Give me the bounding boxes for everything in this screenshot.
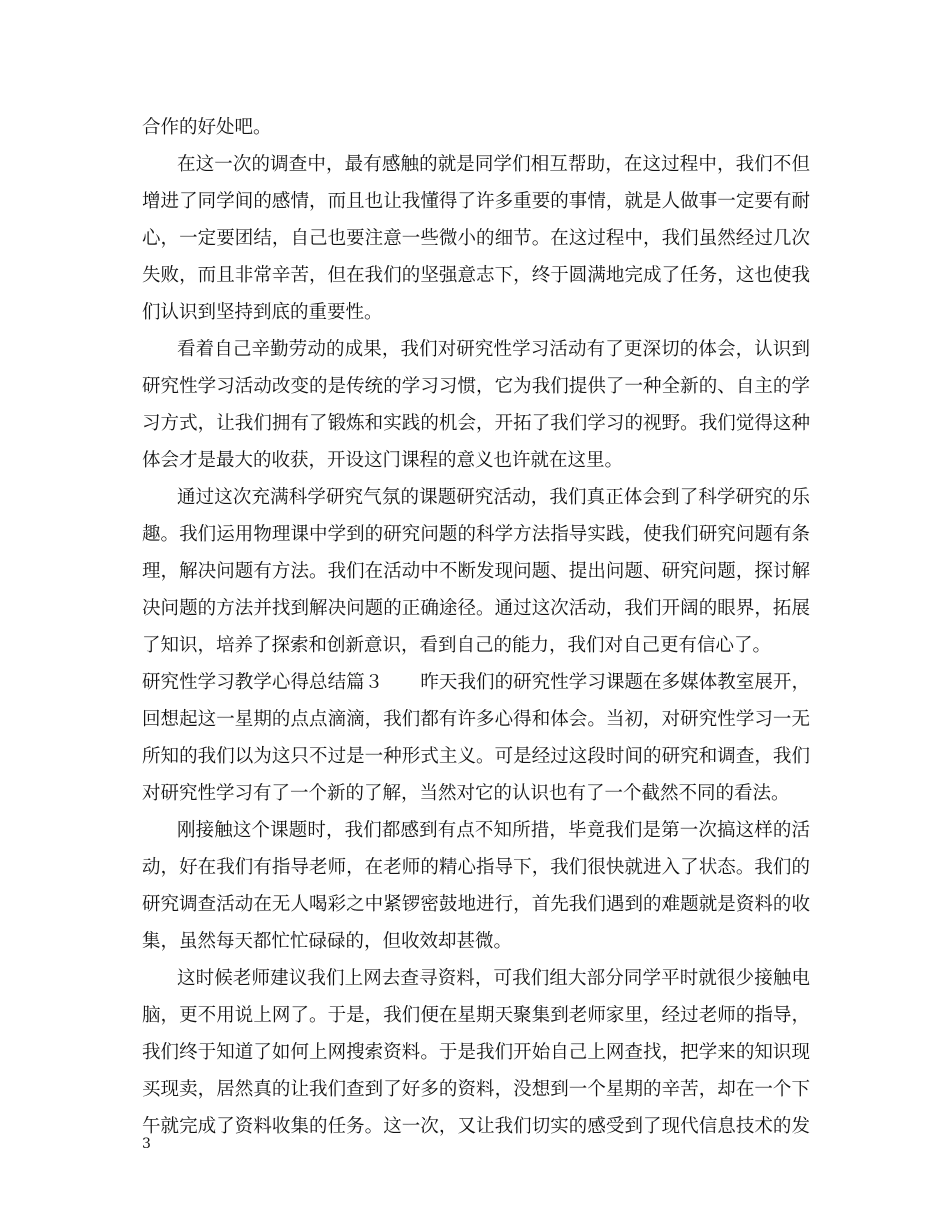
text-line: 这时候老师建议我们上网去查寻资料，可我们组大部分同学平时就很少接触电 <box>177 968 810 989</box>
text-line: 刚接触这个课题时，我们都感到有点不知所措，毕竟我们是第一次搞这样的活 <box>177 820 810 841</box>
text-line: 研究性学习活动改变的是传统的学习习惯，它为我们提供了一种全新的、自主的学 <box>142 376 810 397</box>
text-line: 在这一次的调查中，最有感触的就是同学们相互帮助，在这过程中，我们不但 <box>177 154 810 175</box>
text-line: 理，解决问题有方法。我们在活动中不断发现问题、提出问题、研究问题，探讨解 <box>142 561 810 582</box>
text-line: 对研究性学习有了一个新的了解，当然对它的认识也有了一个截然不同的看法。 <box>142 783 790 804</box>
text-line: 了知识，培养了探索和创新意识，看到自己的能力，我们对自己更有信心了。 <box>142 635 772 656</box>
text-line: 增进了同学间的感情，而且也让我懂得了许多重要的事情，就是人做事一定要有耐 <box>142 191 810 212</box>
text-line: 集，虽然每天都忙忙碌碌的，但收效却甚微。 <box>142 931 513 952</box>
section-heading-line: 研究性学习教学心得总结篇３ 昨天我们的研究性学习课题在多媒体教室展开， <box>142 672 810 693</box>
text-line: 合作的好处吧。 <box>142 117 272 138</box>
text-line: 午就完成了资料收集的任务。这一次，又让我们切实的感受到了现代信息技术的发 <box>142 1116 810 1137</box>
text-line: 我们终于知道了如何上网搜索资料。于是我们开始自己上网查找，把学来的知识现 <box>142 1042 810 1063</box>
text-line: 脑，更不用说上网了。于是，我们便在星期天聚集到老师家里，经过老师的指导， <box>142 1005 810 1026</box>
text-line: 体会才是最大的收获，开设这门课程的意义也许就在这里。 <box>142 450 624 471</box>
text-line: 看着自己辛勤劳动的成果，我们对研究性学习活动有了更深切的体会，认识到 <box>177 339 810 360</box>
text-line: 心，一定要团结，自己也要注意一些微小的细节。在这过程中，我们虽然经过几次 <box>142 228 810 249</box>
text-line: 所知的我们以为这只不过是一种形式主义。可是经过这段时间的研究和调查，我们 <box>142 746 810 767</box>
text-line: 回想起这一星期的点点滴滴，我们都有许多心得和体会。当初，对研究性学习一无 <box>142 709 810 730</box>
text-line: 习方式，让我们拥有了锻炼和实践的机会，开拓了我们学习的视野。我们觉得这种 <box>142 413 810 434</box>
text-line: 们认识到坚持到底的重要性。 <box>142 302 383 323</box>
text-line: 通过这次充满科学研究气氛的课题研究活动，我们真正体会到了科学研究的乐 <box>177 487 810 508</box>
text-line: 买现卖，居然真的让我们查到了好多的资料，没想到一个星期的辛苦，却在一个下 <box>142 1079 810 1100</box>
page-number: 3 <box>142 1136 151 1152</box>
text-line: 研究调查活动在无人喝彩之中紧锣密鼓地进行，首先我们遇到的难题就是资料的收 <box>142 894 810 915</box>
text-line: 决问题的方法并找到解决问题的正确途径。通过这次活动，我们开阔的眼界，拓展 <box>142 598 810 619</box>
text-line: 动，好在我们有指导老师，在老师的精心指导下，我们很快就进入了状态。我们的 <box>142 857 810 878</box>
text-line: 失败，而且非常辛苦，但在我们的坚强意志下，终于圆满地完成了任务，这也使我 <box>142 265 810 286</box>
text-line: 趣。我们运用物理课中学到的研究问题的科学方法指导实践，使我们研究问题有条 <box>142 524 810 545</box>
